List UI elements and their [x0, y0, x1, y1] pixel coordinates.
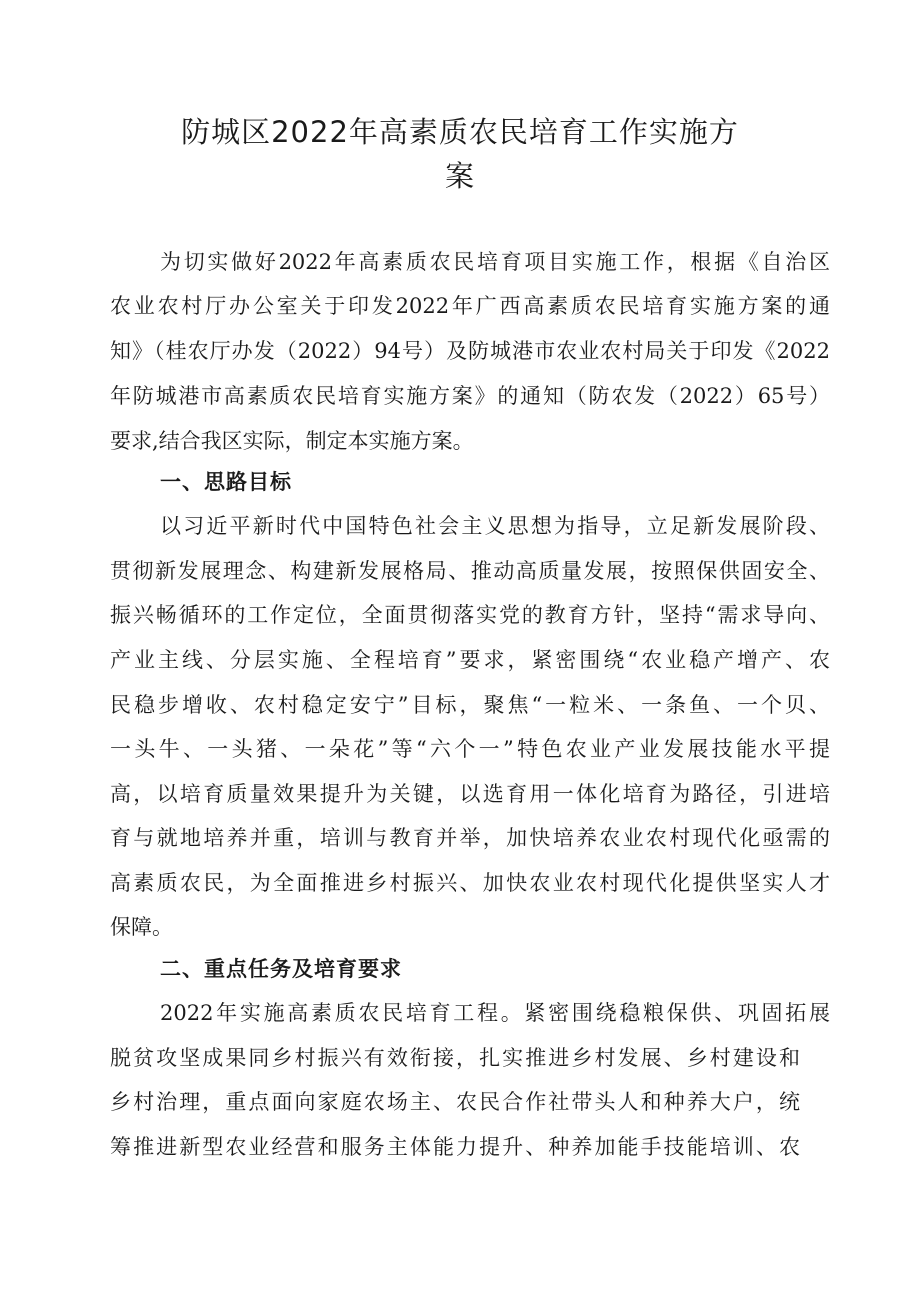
section2-line: 筹推进新型农业经营和服务主体能力提升、种养加能手技能培训、农 — [110, 1135, 800, 1159]
section1-line: 高素质农民，为全面推进乡村振兴、加快农业农村现代化提供坚实人才 — [110, 871, 830, 895]
section2-line: 2022年实施高素质农民培育工程。紧密围绕稳粮保供、巩固拓展 — [160, 1001, 830, 1025]
document-title-line-2: 案 — [444, 159, 475, 193]
section1-line: 振兴畅循环的工作定位，全面贯彻落实党的教育方针，坚持“需求导向、 — [110, 603, 830, 627]
section-heading-tasks: 二、重点任务及培育要求 — [160, 957, 402, 981]
section2-line: 乡村治理，重点面向家庭农场主、农民合作社带头人和种养大户，统 — [110, 1090, 800, 1114]
section1-line: 一头牛、一头猪、一朵花”等“六个一”特色农业产业发展技能水平提 — [110, 737, 830, 761]
section1-line: 保障。 — [110, 915, 173, 939]
section1-line: 民稳步增收、农村稳定安宁”目标，聚焦“一粒米、一条鱼、一个贝、 — [110, 693, 830, 717]
section1-line: 以习近平新时代中国特色社会主义思想为指导，立足新发展阶段、 — [160, 514, 830, 538]
document-title-line-1: 防城区2022年高素质农民培育工作实施方 — [181, 115, 739, 149]
section2-line: 脱贫攻坚成果同乡村振兴有效衔接，扎实推进乡村发展、乡村建设和 — [110, 1046, 800, 1070]
intro-line: 为切实做好2022年高素质农民培育项目实施工作，根据《自治区 — [160, 250, 830, 274]
section1-line: 育与就地培养并重，培训与教育并举，加快培养农业农村现代化亟需的 — [110, 826, 830, 850]
intro-line: 知》（桂农厅办发（2022）94号）及防城港市农业农村局关于印发《2022 — [110, 339, 830, 363]
intro-line: 要求,结合我区实际，制定本实施方案。 — [110, 429, 474, 453]
section-heading-goals: 一、思路目标 — [160, 470, 292, 494]
section1-line: 高，以培育质量效果提升为关键，以选育用一体化培育为路径，引进培 — [110, 782, 830, 806]
intro-line: 农业农村厅办公室关于印发2022年广西高素质农民培育实施方案的通 — [110, 294, 830, 318]
section1-line: 产业主线、分层实施、全程培育”要求，紧密围绕“农业稳产增产、农 — [110, 648, 830, 672]
section1-line: 贯彻新发展理念、构建新发展格局、推动高质量发展，按照保供固安全、 — [110, 559, 830, 583]
intro-line: 年防城港市高素质农民培育实施方案》的通知（防农发（2022）65号） — [110, 384, 830, 408]
